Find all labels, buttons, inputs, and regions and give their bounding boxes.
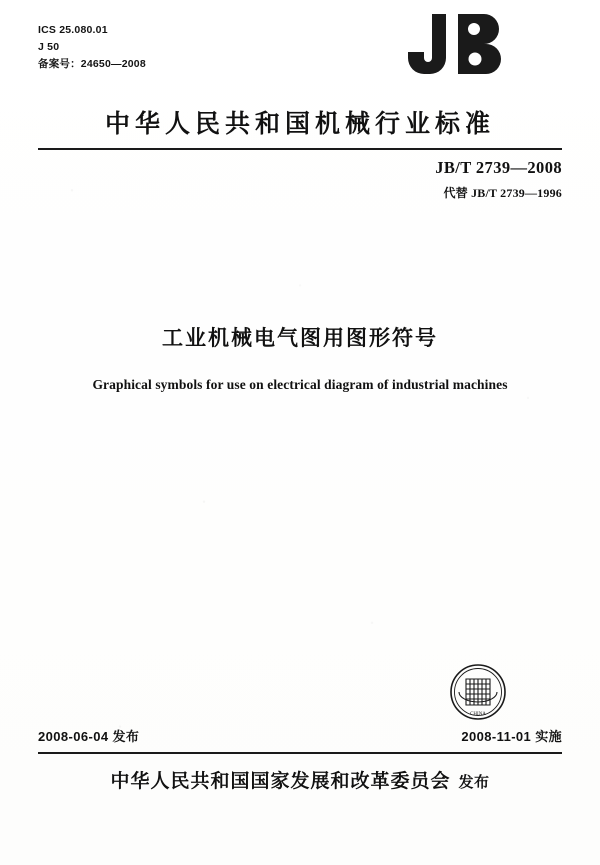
jb-logo <box>370 8 520 82</box>
classification-code: J 50 <box>38 41 60 53</box>
ics-code: ICS 25.080.01 <box>38 24 108 36</box>
svg-text:CHINA: CHINA <box>470 712 486 717</box>
header-meta-block <box>38 22 146 73</box>
document-title-english: Graphical symbols for use on electrical diagram of industrial machines <box>92 377 508 392</box>
standard-series-title: 中华人民共和国机械行业标准 <box>104 110 495 138</box>
standard-number: JB/T 2739—2008 <box>435 158 562 177</box>
replaces-label: 代替 <box>443 186 468 200</box>
publisher-verb: 发布 <box>458 774 490 791</box>
publisher-organization: 中华人民共和国国家发展和改革委员会 <box>110 771 451 792</box>
replaced-standard-number: JB/T 2739—1996 <box>471 186 562 200</box>
record-number: 备案号：24650—2008 <box>38 58 146 70</box>
national-standard-emblem-icon <box>449 663 507 721</box>
standard-number-block <box>435 158 562 201</box>
replaces-line <box>435 184 562 201</box>
footer-divider <box>38 752 562 754</box>
implementation-date: 2008-11-01 实施 <box>461 729 562 744</box>
document-title-chinese: 工业机械电气图用图形符号 <box>162 327 438 350</box>
dates-row <box>38 726 562 745</box>
issue-date: 2008-06-04 发布 <box>38 729 140 744</box>
page-content <box>38 0 562 865</box>
header-divider <box>38 148 562 150</box>
publisher-line <box>38 766 562 793</box>
